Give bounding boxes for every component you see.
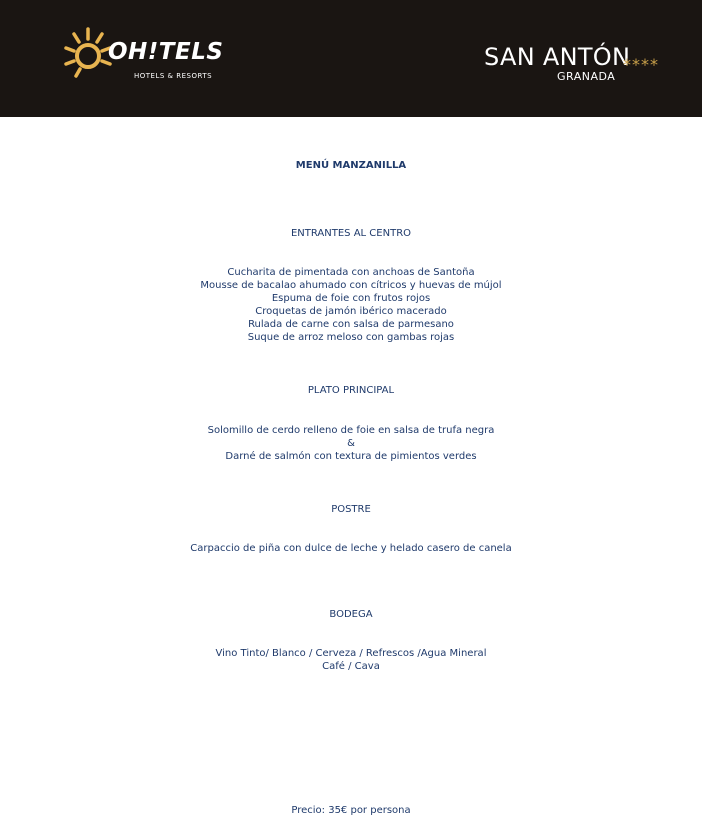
ohtels-logo	[64, 26, 224, 86]
list-item: Cucharita de pimentada con anchoas de Santoña	[227, 267, 475, 278]
list-item: Espuma de foie con frutos rojos	[271, 293, 431, 304]
brand-tagline: HOTELS & RESORTS	[134, 72, 213, 80]
brand-name: OH!TELS	[108, 39, 224, 65]
main-heading: PLATO PRINCIPAL	[307, 385, 395, 396]
hotel-name: SAN ANTÓN	[484, 43, 631, 71]
list-item: Carpaccio de piña con dulce de leche y helado casero de canela	[190, 543, 512, 554]
list-item: Croquetas de jamón ibérico macerado	[255, 306, 447, 317]
header-banner	[0, 0, 702, 117]
hotel-city: GRANADA	[557, 70, 616, 83]
starters-heading: ENTRANTES AL CENTRO	[290, 228, 412, 239]
dessert-heading: POSTRE	[331, 504, 371, 515]
hotel-stars: ****	[623, 55, 659, 74]
menu-title: MENÚ MANZANILLA	[295, 160, 407, 171]
list-item: Mousse de bacalao ahumado con cítricos y huevas de mújol	[200, 280, 502, 291]
list-item: Suque de arroz meloso con gambas rojas	[247, 332, 455, 343]
list-item: Café / Cava	[322, 661, 380, 672]
drinks-list	[0, 647, 702, 673]
list-item: Darné de salmón con textura de pimientos verdes	[225, 451, 477, 462]
price: Precio: 35€ por persona	[291, 805, 411, 816]
starters-list	[0, 266, 702, 344]
drinks-heading: BODEGA	[329, 609, 373, 620]
list-item: Vino Tinto/ Blanco / Cerveza / Refrescos /Agua Mineral	[215, 648, 487, 659]
sun-icon	[64, 26, 114, 82]
list-item: Rulada de carne con salsa de parmesano	[248, 319, 454, 330]
list-item: &	[347, 438, 355, 449]
dessert-list	[0, 542, 702, 555]
list-item: Solomillo de cerdo relleno de foie en salsa de trufa negra	[207, 425, 495, 436]
main-list	[0, 424, 702, 463]
